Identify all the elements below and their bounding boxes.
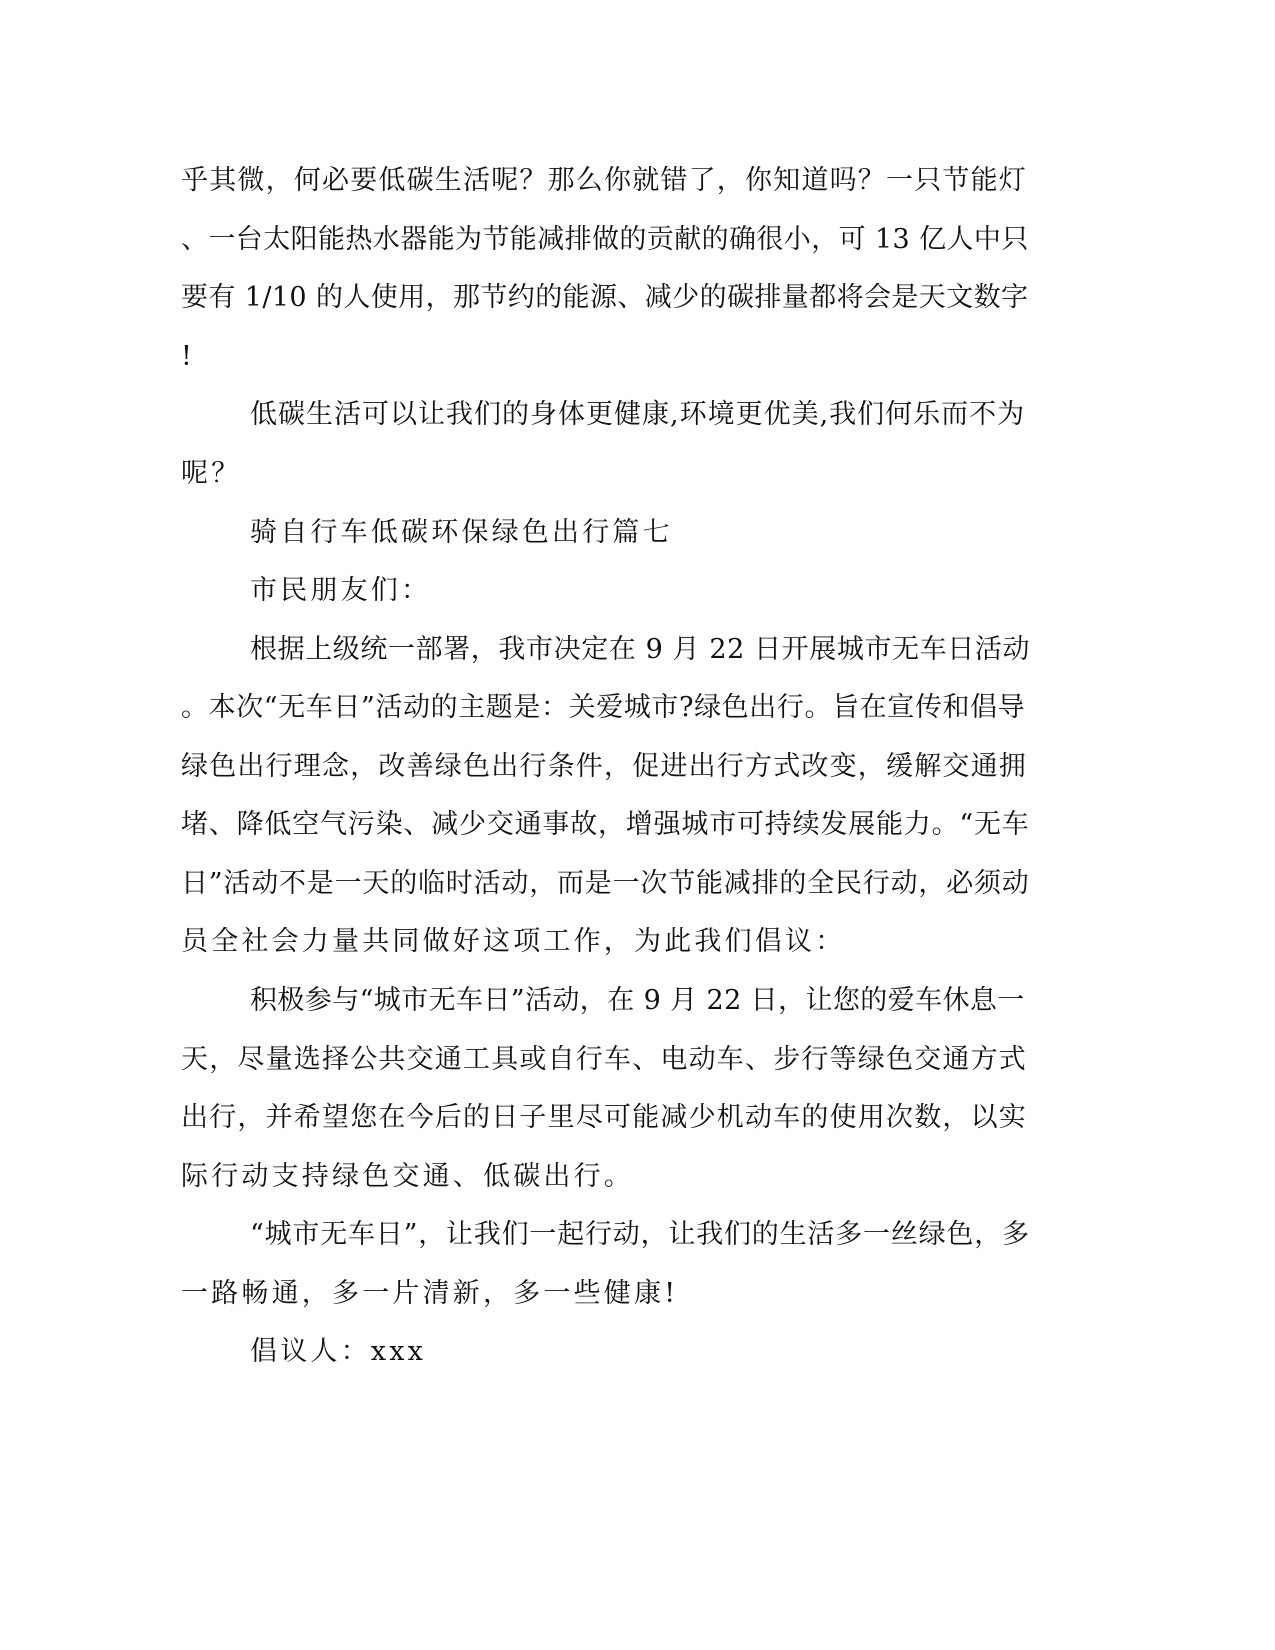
text-line: 积极参与“城市无车日”活动，在 9 月 22 日，让您的爱车休息一 xyxy=(250,985,1025,1016)
text-line: 市民朋友们： xyxy=(250,575,432,606)
text-line: ! xyxy=(181,341,196,372)
text-line: 要有 1/10 的人使用，那节约的能源、减少的碳排量都将会是天文数字 xyxy=(181,282,1029,313)
text-line: 一路畅通，多一片清新，多一些健康! xyxy=(181,1278,679,1309)
text-line: 根据上级统一部署，我市决定在 9 月 22 日开展城市无车日活动 xyxy=(250,634,1031,665)
signature-line: 倡议人：xxx xyxy=(250,1336,427,1367)
text-line: 出行，并希望您在今后的日子里尽可能减少机动车的使用次数，以实 xyxy=(181,1102,1027,1133)
section-heading: 骑自行车低碳环保绿色出行篇七 xyxy=(250,517,673,548)
text-line: 日”活动不是一天的临时活动，而是一次节能减排的全民行动，必须动 xyxy=(181,868,1030,899)
text-line: 呢？ xyxy=(181,458,242,489)
text-line: 低碳生活可以让我们的身体更健康,环境更优美,我们何乐而不为 xyxy=(250,399,1026,430)
text-line: 员全社会力量共同做好这项工作，为此我们倡议： xyxy=(181,926,846,957)
text-line: “城市无车日”，让我们一起行动，让我们的生活多一丝绿色，多 xyxy=(250,1219,1030,1250)
text-line: 。本次“无车日”活动的主题是：关爱城市?绿色出行。旨在宣传和倡导 xyxy=(181,692,1026,723)
text-line: 乎其微，何必要低碳生活呢？那么你就错了，你知道吗？一只节能灯 xyxy=(181,165,1027,196)
text-line: 天，尽量选择公共交通工具或自行车、电动车、步行等绿色交通方式 xyxy=(181,1044,1027,1075)
text-line: 堵、降低空气污染、减少交通事故，增强城市可持续发展能力。“无车 xyxy=(181,809,1030,840)
text-line: 际行动支持绿色交通、低碳出行。 xyxy=(181,1161,634,1192)
text-line: 、一台太阳能热水器能为节能减排做的贡献的确很小，可 13 亿人中只 xyxy=(181,224,1029,255)
text-line: 绿色出行理念，改善绿色出行条件，促进出行方式改变，缓解交通拥 xyxy=(181,751,1027,782)
